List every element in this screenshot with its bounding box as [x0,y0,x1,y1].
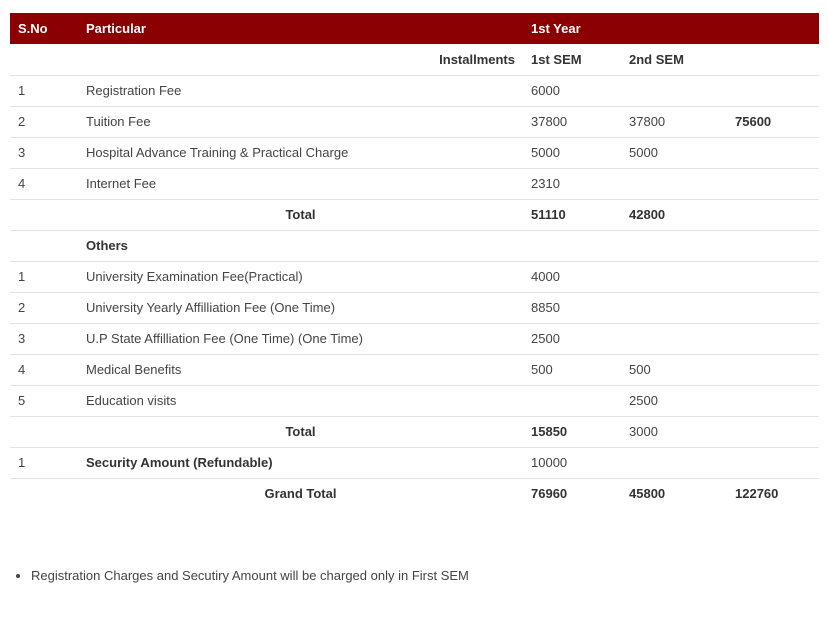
grand-total-value: 122760 [735,486,779,502]
row-sem2: 37800 [629,114,666,129]
fee-structure-table [10,13,819,509]
row-sno: 4 [18,176,26,191]
table-body [10,44,819,509]
total-sem2: 42800 [629,207,666,222]
total-label: Total [285,207,316,222]
row-sem1: 37800 [531,114,568,129]
note-list [12,566,469,586]
header-particular: Particular [86,21,146,36]
note-item: • Registration Charges and Secutiry Amount will be charged only in First SEM [31,566,469,586]
row-particular: U.P State Affilliation Fee (One Time) (One Time) [86,331,363,346]
table-row [10,106,819,137]
row-sem1: 500 [531,362,553,377]
grand-total-sem1: 76960 [531,486,568,502]
table-row [10,385,819,416]
grand-total-sem2: 45800 [629,486,666,502]
row-sem1: 2310 [531,176,560,191]
row-sno: 4 [18,362,26,377]
security-row [10,447,819,478]
table-header [10,13,819,44]
row-sem2 [621,323,727,354]
row-sem2 [621,75,727,106]
row-total [727,137,819,168]
header-empty [727,13,819,44]
row-particular: Tuition Fee [86,114,151,129]
row-sem2 [621,292,727,323]
header-empty [621,13,727,44]
row-sem1 [523,385,621,416]
row-sem2: 500 [629,362,651,377]
table-row [10,261,819,292]
fee-note [12,566,469,586]
row-sem1: 6000 [531,83,560,98]
table-row [10,168,819,199]
row-sno: 2 [18,300,26,315]
total-label: Total [285,424,316,439]
total-row [10,199,819,230]
row-sno: 1 [18,83,26,98]
row-sem2 [621,261,727,292]
row-sno: 5 [18,393,26,408]
table-row [10,75,819,106]
subheader-row [10,44,819,75]
row-sno: 3 [18,331,26,346]
grand-total-row [10,478,819,509]
grand-total-label: Grand Total [264,486,337,502]
fee-table-container [10,13,819,509]
row-sem2: 2500 [629,393,658,408]
row-particular: Hospital Advance Training & Practical Charge [86,145,349,160]
row-particular: University Yearly Affilliation Fee (One Time) [86,300,336,315]
row-particular: Internet Fee [86,176,157,191]
total-sem1: 51110 [531,207,566,222]
row-sno: 1 [18,269,26,284]
row-total [727,168,819,199]
row-sno: 2 [18,114,26,129]
security-sem1: 10000 [531,455,568,470]
row-sem1: 8850 [531,300,560,315]
sem1-label: 1st SEM [531,51,582,67]
row-sem2: 5000 [629,145,658,160]
table-row [10,292,819,323]
security-label: Security Amount (Refundable) [86,455,273,470]
header-row [10,13,819,44]
total-sem1: 15850 [531,424,568,439]
row-sem1: 2500 [531,331,560,346]
row-sno: 1 [18,455,26,470]
row-total [727,75,819,106]
row-sno: 3 [18,145,26,160]
row-particular: Registration Fee [86,83,182,98]
total-sem2: 3000 [629,424,658,439]
installments-label: Installments [439,51,515,67]
others-label: Others [86,238,128,253]
total-row [10,416,819,447]
table-row [10,323,819,354]
row-sem2 [621,168,727,199]
row-particular: Education visits [86,393,177,408]
table-row [10,137,819,168]
row-sem1: 5000 [531,145,560,160]
row-particular: Medical Benefits [86,362,182,377]
sem2-label: 2nd SEM [629,51,684,67]
row-total: 75600 [735,114,772,129]
row-particular: University Examination Fee(Practical) [86,269,303,284]
header-year: 1st Year [531,21,581,36]
row-sem1: 4000 [531,269,560,284]
table-row [10,354,819,385]
others-row [10,230,819,261]
header-sno: S.No [18,21,48,36]
